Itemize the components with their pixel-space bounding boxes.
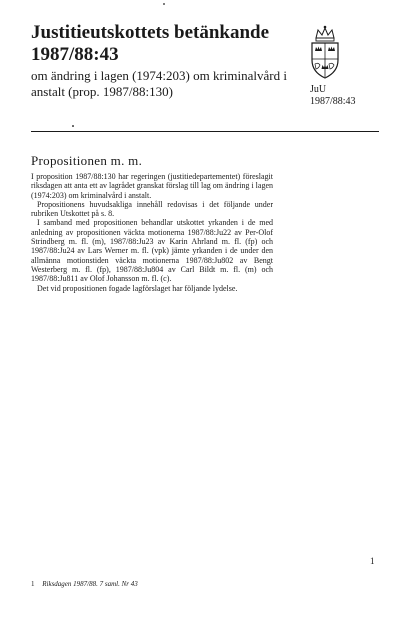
body-text	[31, 172, 273, 293]
report-number: 1987/88:43	[310, 96, 356, 107]
committee-code: JuU	[310, 84, 327, 95]
footer-note	[31, 580, 138, 589]
document-subtitle: om ändring i lagen (1974:203) om kriminalvård i anstalt (prop. 1987/88:130)	[31, 68, 287, 99]
document-title: Justitieutskottets betänkande 1987/88:43	[31, 22, 270, 65]
swedish-coat-of-arms-icon	[306, 24, 344, 80]
paragraph: I samband med propositionen behandlar utskottet yrkanden i de med anledning av propositionen väckta motionerna 1987/88:Ju22 av Per-Olof Strindberg m. fl. (m), 1987/88:Ju23 av Karin Ahrland m. fl. (fp) och 1987/88:Ju24 av Lars Werner m. fl. (vpk) jämte yrkanden i de under den allmänna motionstiden väckta motionerna 1987/88:Ju802 av Bengt Westerberg m. fl. (fp), 1987/88:Ju804 av Carl Bildt m. fl. (m) och 1987/88:Ju811 av Olof Johansson m. fl. (c).	[31, 218, 273, 284]
reference-block	[310, 84, 390, 108]
page-number: 1	[370, 556, 375, 566]
section-heading: Propositionen m. m.	[31, 153, 143, 168]
footnote-number: 1	[31, 580, 35, 588]
scan-speck	[163, 3, 165, 5]
header-divider	[31, 131, 379, 132]
scan-speck	[72, 125, 74, 127]
footer-text: Riksdagen 1987/88. 7 saml. Nr 43	[42, 580, 138, 588]
paragraph: I proposition 1987/88:130 har regeringen (justitiedepartementet) föreslagit riksdagen att anta ett av lagrådet granskat förslag till lag om ändring i lagen (1974:203) om kriminalvård i anstalt.	[31, 172, 273, 200]
paragraph: Det vid propositionen fogade lagförslaget har följande lydelse.	[37, 283, 238, 293]
paragraph: Propositionens huvudsakliga innehåll redovisas i det följande under rubriken Utskottet på s. 8.	[31, 199, 273, 219]
